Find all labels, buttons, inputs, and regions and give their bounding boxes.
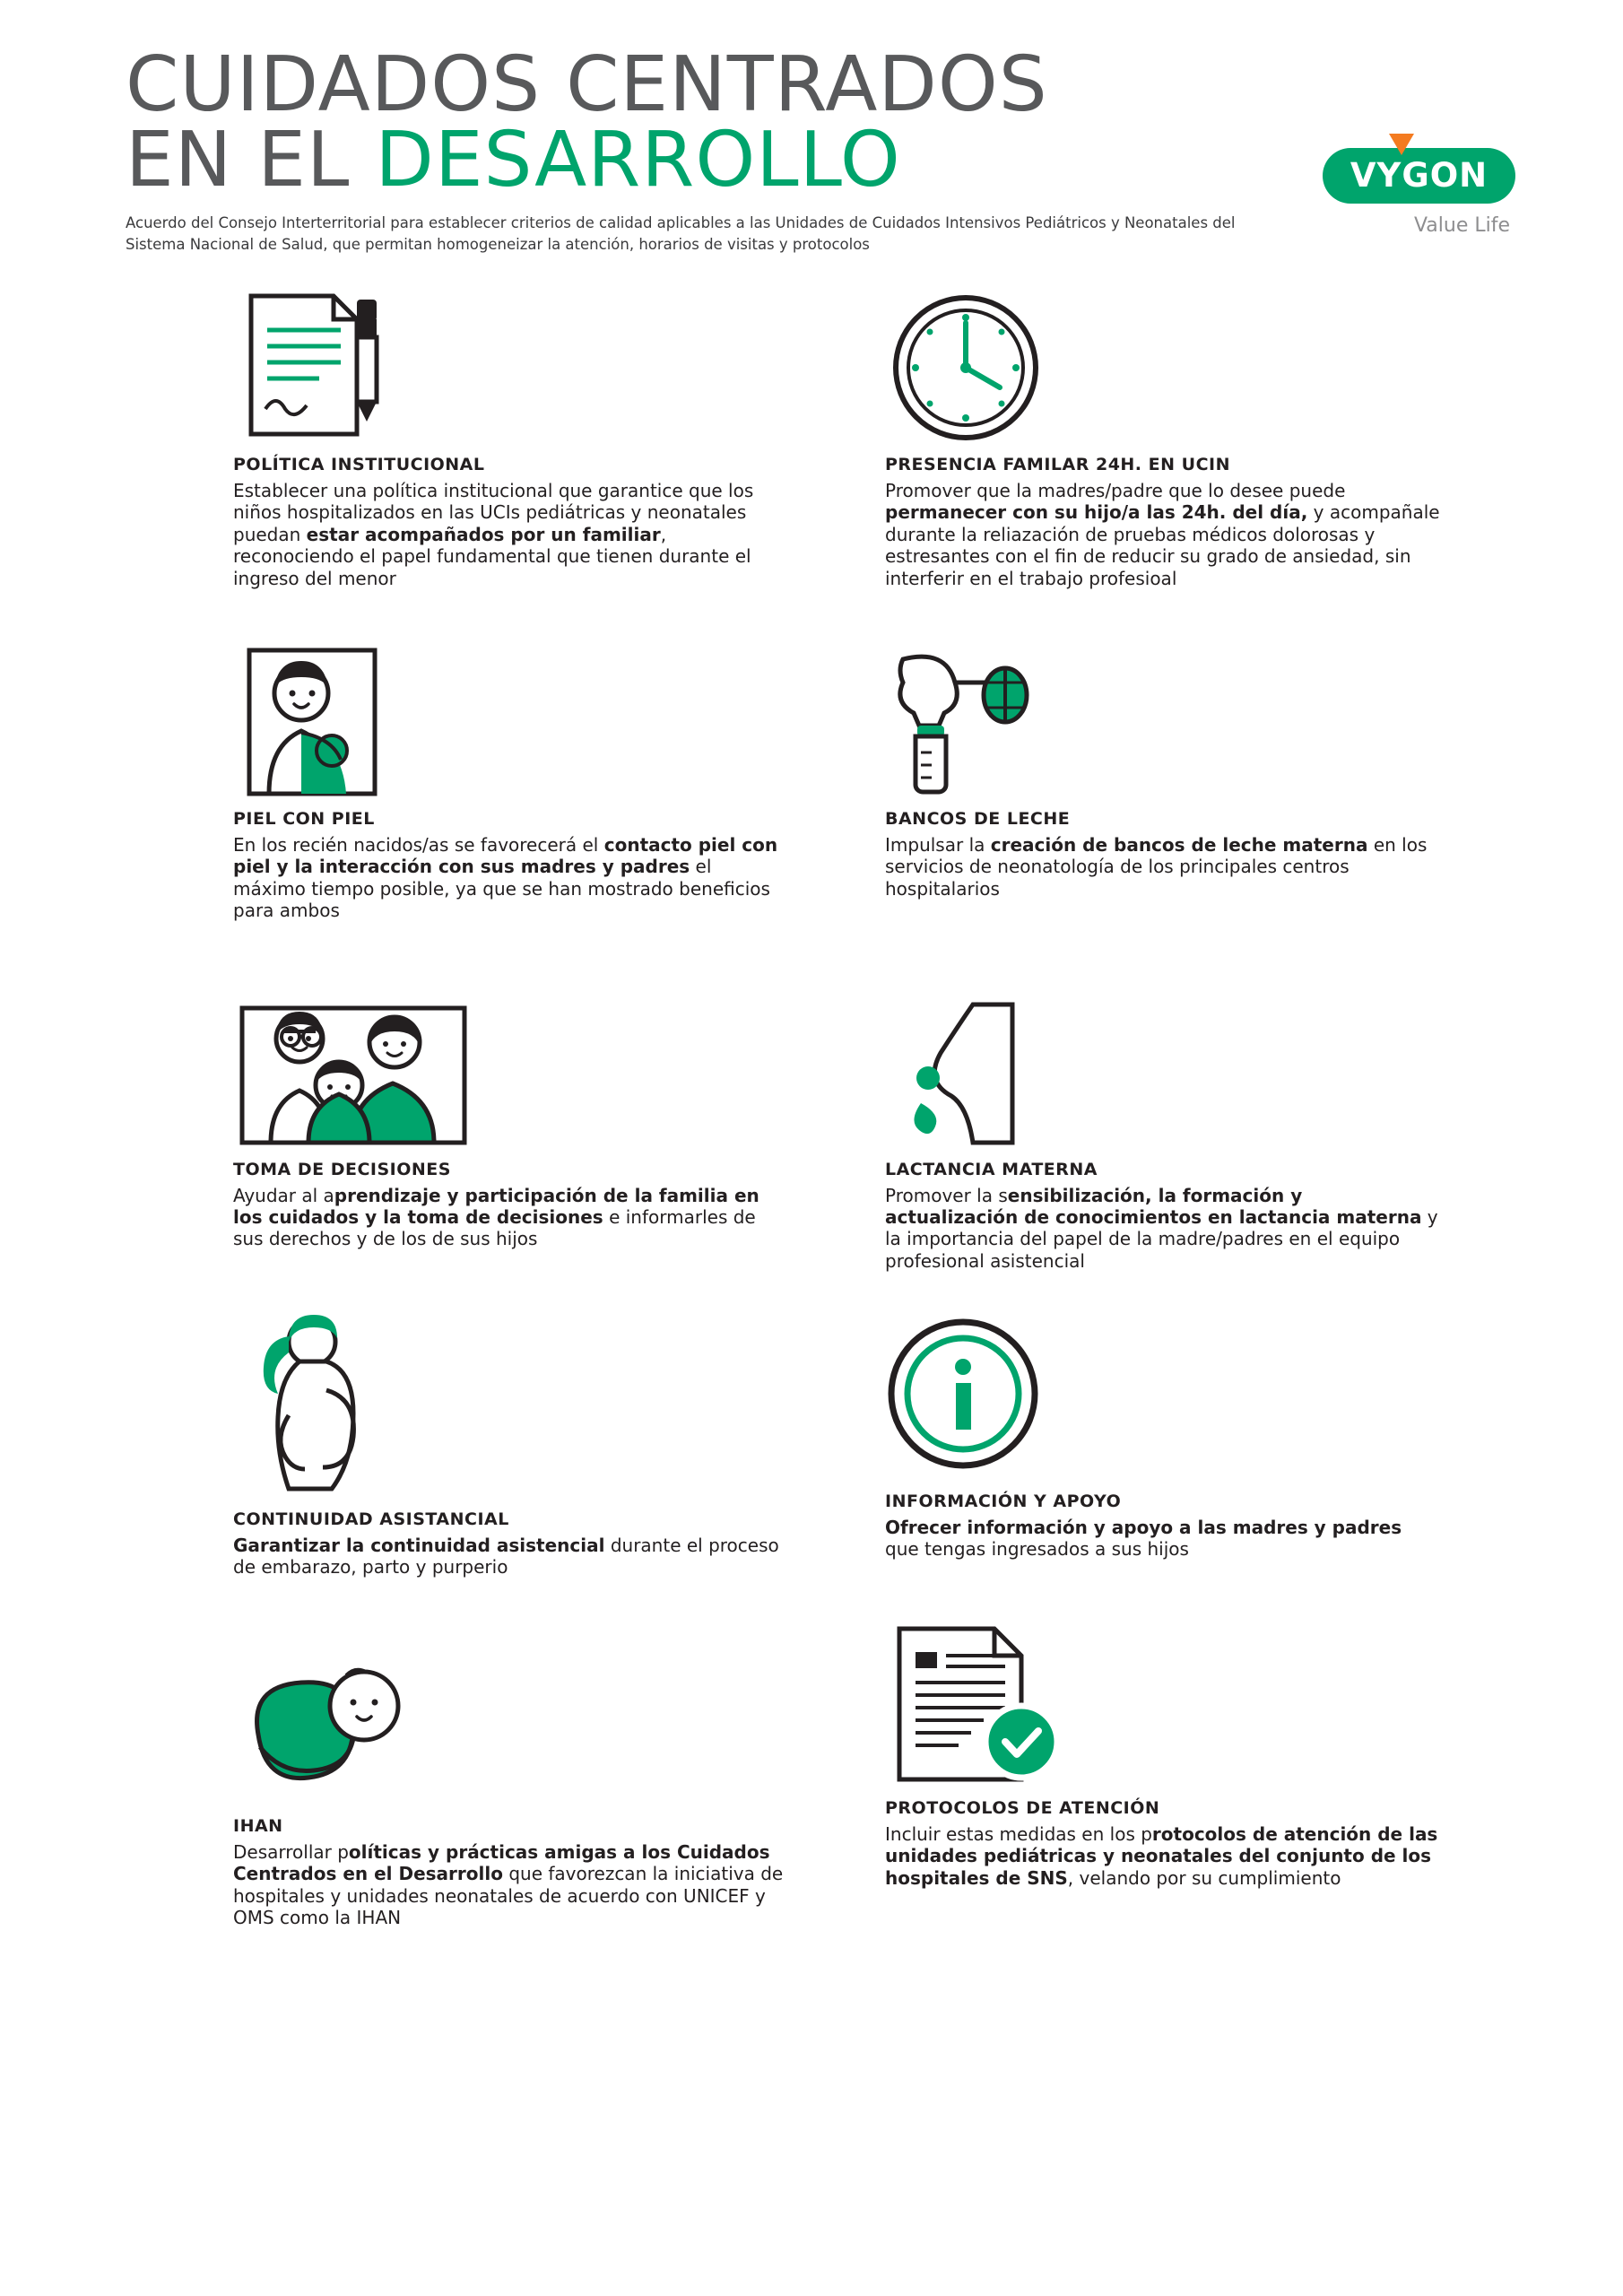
card-body: Desarrollar políticas y prácticas amigas a los Cuidados Centrados en el Desarrollo que favorezcan la iniciativa de hospitales y unidades neonatales de acuerdo con UNICEF y OMS como la IHAN bbox=[233, 1840, 784, 1929]
page-title-line1: CUIDADOS CENTRADOS bbox=[126, 40, 1048, 129]
cards-row bbox=[108, 1315, 1515, 1578]
card-title: PIEL CON PIEL bbox=[233, 808, 375, 829]
cards-row bbox=[108, 278, 1515, 589]
card-title: POLÍTICA INSTITUCIONAL bbox=[233, 455, 485, 474]
card-body: Impulsar la creación de bancos de leche materna en los servicios de neonatología de los principales centros hospitalarios bbox=[885, 833, 1428, 900]
page-title-accent: DESARROLLO bbox=[375, 115, 901, 204]
cards-row bbox=[108, 632, 1515, 922]
vygon-logo bbox=[1309, 148, 1515, 237]
cards-grid bbox=[0, 269, 1623, 1928]
card-informacion-y-apoyo bbox=[812, 1315, 1515, 1578]
card-title: PRESENCIA FAMILAR 24H. EN UCIN bbox=[885, 455, 1230, 474]
card-body: Ofrecer información y apoyo a las madres y padres que tengas ingresados a sus hijos bbox=[885, 1517, 1402, 1561]
card-title: TOMA DE DECISIONES bbox=[233, 1159, 451, 1179]
card-piel-con-piel bbox=[108, 632, 812, 922]
card-title: PROTOCOLOS DE ATENCIÓN bbox=[885, 1797, 1160, 1818]
card-title: IHAN bbox=[233, 1815, 283, 1836]
page-title-prefix: EN EL bbox=[126, 115, 376, 204]
card-continuidad-asistancial bbox=[108, 1315, 812, 1578]
card-body: En los recién nacidos/as se favorecerá el contacto piel con piel y la interacción con sus madres y padres el máximo tiempo posible, ya que se han mostrado beneficios para ambos bbox=[233, 833, 778, 922]
document-pen-icon bbox=[233, 278, 785, 444]
card-body: Promover que la madres/padre que lo desee puede permanecer con su hijo/a las 24h. del día, y acompañale durante la reliazación de pruebas médicos dolorosas y estresantes con el fin de reducir su grado de ansiedad, sin interferir en el trabajo profesioal bbox=[885, 480, 1440, 589]
logo-text: VYGON bbox=[1350, 156, 1488, 195]
cards-row bbox=[108, 1622, 1515, 1929]
logo-tagline: Value Life bbox=[1413, 214, 1510, 237]
card-title: CONTINUIDAD ASISTANCIAL bbox=[233, 1509, 509, 1530]
card-body: Ayudar al aprendizaje y participación de la familia en los cuidados y la toma de decisiones e informarles de sus derechos y de los de sus hijos bbox=[233, 1184, 759, 1250]
card-body: Promover la sensibilización, la formación y actualización de conocimientos en lactancia materna y la importancia del papel de la madre/padres en el equipo profesional asistencial bbox=[885, 1184, 1438, 1272]
clock-icon bbox=[885, 278, 1488, 444]
card-title: BANCOS DE LECHE bbox=[885, 808, 1071, 829]
card-lactancia-materna bbox=[812, 965, 1515, 1273]
family-icon bbox=[233, 983, 785, 1149]
page-subtitle: Acuerdo del Consejo Interterritorial para establecer criterios de calidad aplicables a las Unidades de Cuidados Intensivos Pediátricos y Neonatales del Sistema Nacional de Salud, que permitan homogeneizar la atención, horarios de visitas y protocolos bbox=[126, 213, 1236, 253]
card-title: LACTANCIA MATERNA bbox=[885, 1159, 1098, 1179]
page-header bbox=[0, 0, 1623, 269]
card-title: INFORMACIÓN Y APOYO bbox=[885, 1492, 1122, 1512]
card-presencia-familiar bbox=[812, 278, 1515, 589]
pregnant-woman-icon bbox=[233, 1333, 785, 1499]
cards-row bbox=[108, 965, 1515, 1273]
card-ihan bbox=[108, 1622, 812, 1929]
breastfeeding-icon bbox=[885, 983, 1488, 1149]
card-politica-institucional bbox=[108, 278, 812, 589]
card-body: Incluir estas medidas en los protocolos de atención de las unidades pediátricas y neonatales del conjunto de los hospitales de SNS, velando por su cumplimiento bbox=[885, 1822, 1438, 1889]
logo-pill bbox=[1323, 148, 1515, 204]
protocol-check-icon bbox=[885, 1622, 1488, 1787]
card-toma-de-decisiones bbox=[108, 965, 812, 1273]
mother-baby-icon bbox=[233, 632, 785, 798]
card-bancos-de-leche bbox=[812, 632, 1515, 922]
information-icon bbox=[885, 1315, 1488, 1481]
logo-triangle-icon bbox=[1389, 134, 1414, 155]
card-body: Establecer una política institucional que garantice que los niños hospitalizados en las UCIs pediátricas y neonatales puedan estar acompañados por un familiar, reconociendo el papel fundamental que tienen durante el ingreso del menor bbox=[233, 480, 754, 589]
breast-pump-icon bbox=[885, 632, 1488, 798]
swaddled-baby-icon bbox=[233, 1639, 785, 1805]
card-protocolos-de-atencion bbox=[812, 1622, 1515, 1929]
card-body: Garantizar la continuidad asistencial durante el proceso de embarazo, parto y purperio bbox=[233, 1535, 779, 1578]
